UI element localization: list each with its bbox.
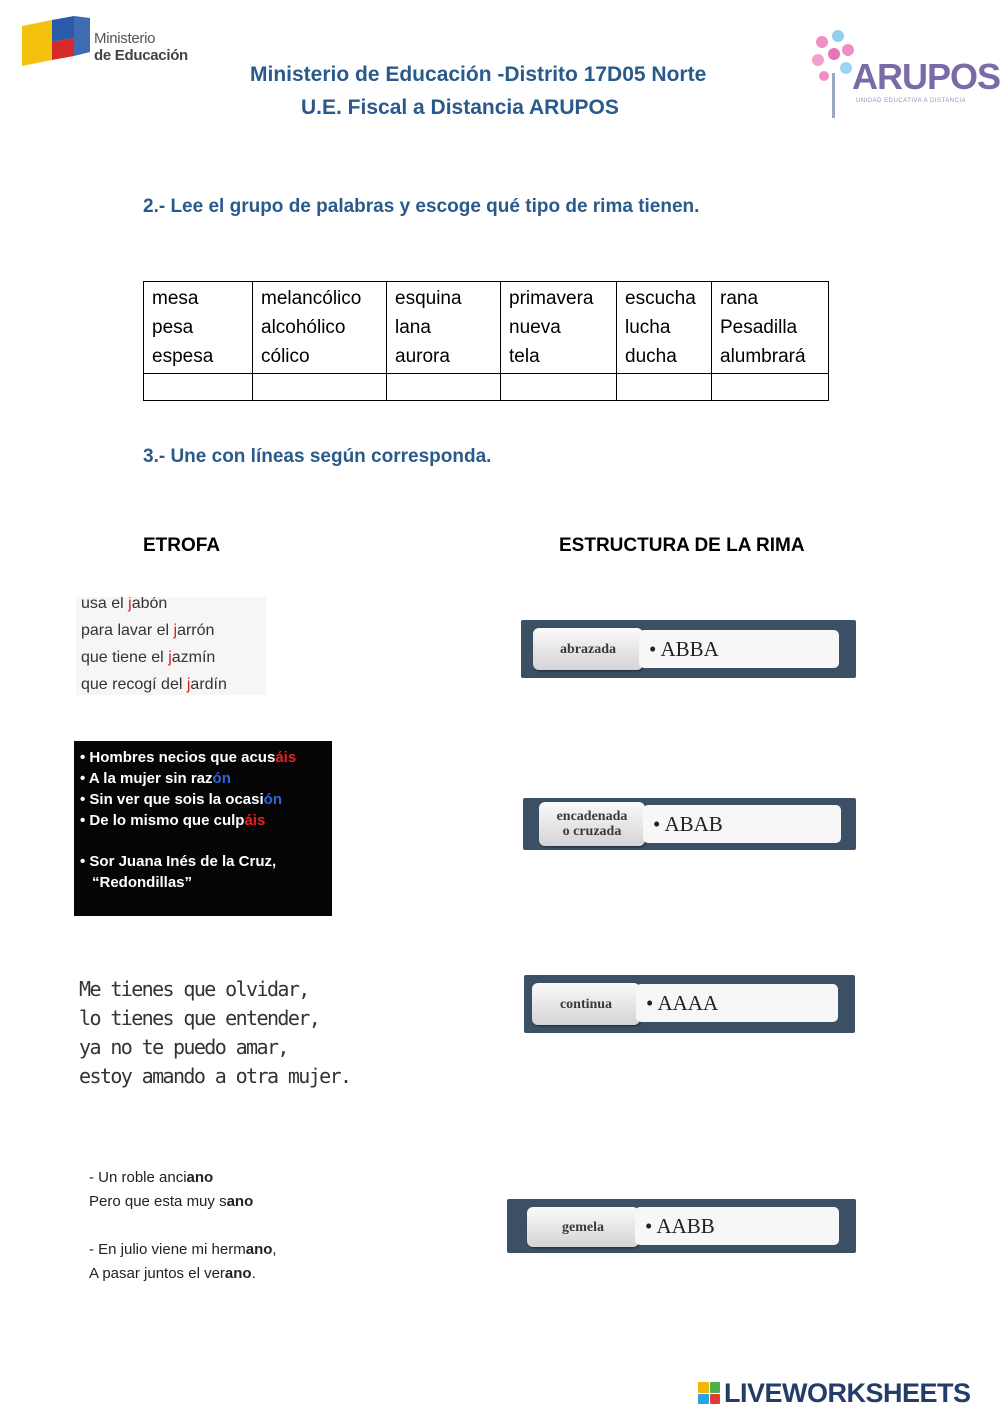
answers-row bbox=[144, 374, 829, 401]
liveworksheets-mark-icon bbox=[698, 1382, 720, 1404]
school-logo-subtitle: UNIDAD EDUCATIVA A DISTANCIA bbox=[856, 98, 967, 104]
stanza-line: Me tienes que olvidar, bbox=[79, 977, 309, 1001]
structure-value: • ABAB bbox=[643, 805, 841, 843]
word-group-2 bbox=[253, 282, 387, 374]
liveworksheets-brand: LIVEWORKSHEETS bbox=[724, 1377, 971, 1408]
ministry-logo-line2: de Educación bbox=[94, 47, 188, 64]
stanza-4[interactable] bbox=[89, 1166, 277, 1286]
word: lana bbox=[395, 317, 431, 338]
stanza-line: • Hombres necios que acusáis bbox=[80, 749, 297, 766]
word: cólico bbox=[261, 346, 310, 367]
stanza-line: estoy amando a otra mujer. bbox=[79, 1064, 351, 1088]
word: nueva bbox=[509, 317, 561, 338]
word: Pesadilla bbox=[720, 317, 798, 338]
ecuador-flag-icon bbox=[22, 16, 90, 68]
word-group-6 bbox=[712, 282, 829, 374]
answer-input[interactable] bbox=[712, 374, 828, 400]
stanza-credit-title: “Redondillas” bbox=[92, 874, 193, 891]
structure-value: • ABBA bbox=[639, 630, 839, 668]
structure-card-continua[interactable] bbox=[524, 975, 855, 1033]
word-group-5 bbox=[617, 282, 712, 374]
answer-cell-6[interactable] bbox=[712, 374, 829, 401]
document-title-line2: U.E. Fiscal a Distancia ARUPOS bbox=[301, 96, 619, 119]
word: lucha bbox=[625, 317, 671, 338]
question-2-title: 2.- Lee el grupo de palabras y escoge qué tipo de rima tienen. bbox=[143, 196, 700, 217]
school-logo bbox=[810, 28, 1000, 123]
ministry-logo-text bbox=[94, 30, 188, 64]
word: espesa bbox=[152, 346, 214, 367]
structure-card-encadenada[interactable] bbox=[523, 798, 856, 850]
stanza-line: para lavar el jarrón bbox=[81, 622, 215, 639]
liveworksheets-logo bbox=[698, 1376, 971, 1410]
word: alcohólico bbox=[261, 317, 346, 338]
answer-cell-1[interactable] bbox=[144, 374, 253, 401]
structure-label: continua bbox=[532, 983, 640, 1025]
word-group-1 bbox=[144, 282, 253, 374]
rhyme-words-table bbox=[143, 281, 829, 401]
word: aurora bbox=[395, 346, 450, 367]
word: tela bbox=[509, 346, 540, 367]
structure-card-gemela[interactable] bbox=[507, 1199, 856, 1253]
answer-input[interactable] bbox=[617, 374, 711, 400]
word-groups-row bbox=[144, 282, 829, 374]
school-logo-name: ARUPOS bbox=[852, 56, 1000, 97]
stanza-line: que tiene el jazmín bbox=[81, 649, 216, 666]
stanza-line: Pero que esta muy sano bbox=[89, 1193, 254, 1210]
question-3-title: 3.- Une con líneas según corresponda. bbox=[143, 446, 492, 467]
tree-icon bbox=[810, 28, 858, 123]
ministry-logo-line1: Ministerio bbox=[94, 30, 156, 47]
stanza-line: • Sin ver que sois la ocasión bbox=[80, 791, 282, 808]
answer-cell-2[interactable] bbox=[253, 374, 387, 401]
structure-label: encadenada o cruzada bbox=[539, 802, 645, 846]
word-group-3 bbox=[387, 282, 501, 374]
stanza-line: - En julio viene mi hermano, bbox=[89, 1241, 277, 1258]
stanza-line: que recogí del jardín bbox=[81, 676, 227, 693]
stanza-line: lo tienes que entender, bbox=[79, 1006, 320, 1030]
word: rana bbox=[720, 288, 759, 309]
stanza-line: A pasar juntos el verano. bbox=[89, 1265, 256, 1282]
answer-input[interactable] bbox=[144, 374, 252, 400]
document-title-line1: Ministerio de Educación -Distrito 17D05 Norte bbox=[250, 63, 707, 86]
word: melancólico bbox=[261, 288, 362, 309]
word: alumbrará bbox=[720, 346, 806, 367]
structure-value: • AAAA bbox=[636, 984, 838, 1022]
stanza-line: • De lo mismo que culpáis bbox=[80, 812, 266, 829]
stanza-2[interactable] bbox=[74, 741, 332, 916]
stanza-line: • A la mujer sin razón bbox=[80, 770, 231, 787]
answer-cell-4[interactable] bbox=[501, 374, 617, 401]
word: ducha bbox=[625, 346, 677, 367]
word: mesa bbox=[152, 288, 199, 309]
answer-input[interactable] bbox=[501, 374, 616, 400]
word: pesa bbox=[152, 317, 194, 338]
stanza-1[interactable] bbox=[76, 597, 266, 695]
structure-label: abrazada bbox=[533, 628, 643, 670]
word: escucha bbox=[625, 288, 696, 309]
stanza-3[interactable] bbox=[79, 975, 350, 1091]
structure-card-abrazada[interactable] bbox=[521, 620, 856, 678]
ministry-logo bbox=[22, 12, 212, 72]
answer-input[interactable] bbox=[387, 374, 500, 400]
answer-cell-5[interactable] bbox=[617, 374, 712, 401]
word-group-4 bbox=[501, 282, 617, 374]
structure-value: • AABB bbox=[635, 1207, 839, 1245]
stanza-line: - Un roble anciano bbox=[89, 1169, 214, 1186]
stanza-credit: • Sor Juana Inés de la Cruz, bbox=[80, 853, 277, 870]
left-column-heading: ETROFA bbox=[143, 535, 221, 556]
structure-label: gemela bbox=[527, 1207, 639, 1247]
word: esquina bbox=[395, 288, 462, 309]
word: primavera bbox=[509, 288, 594, 309]
stanza-line: usa el jabón bbox=[81, 597, 168, 612]
stanza-line: ya no te puedo amar, bbox=[79, 1035, 288, 1059]
answer-input[interactable] bbox=[253, 374, 386, 400]
answer-cell-3[interactable] bbox=[387, 374, 501, 401]
right-column-heading: ESTRUCTURA DE LA RIMA bbox=[559, 535, 805, 556]
